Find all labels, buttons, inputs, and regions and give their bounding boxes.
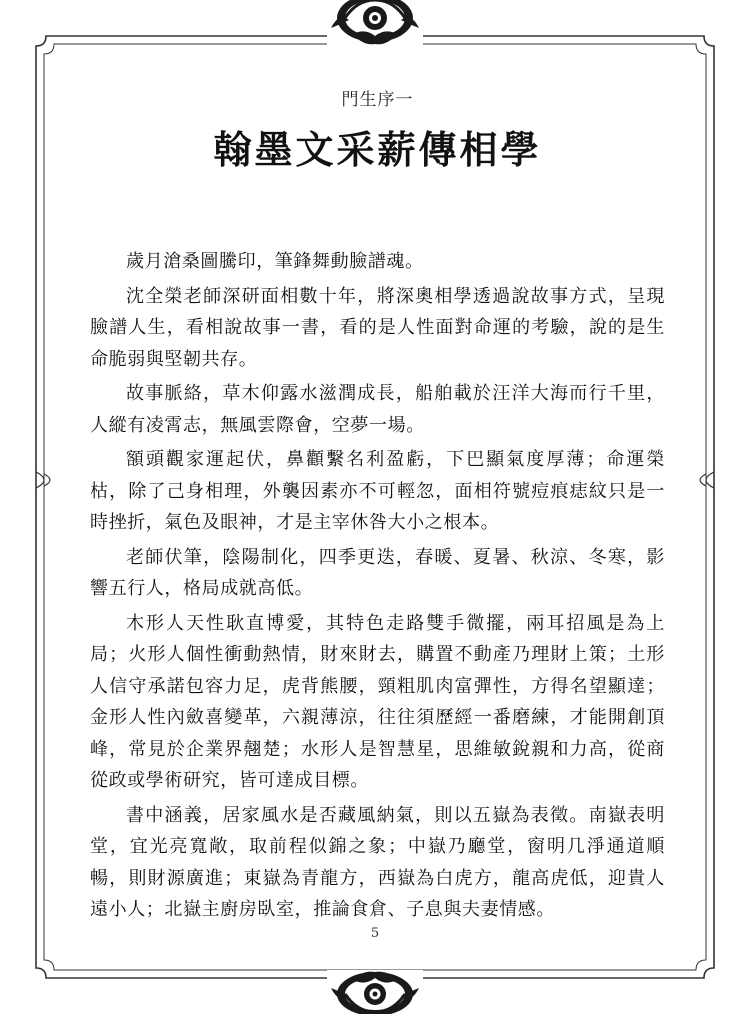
- bottom-floral-medallion-icon: [327, 970, 423, 1014]
- paragraph-6: 木形人天性耿直博愛，其特色走路雙手微擺，兩耳招風是為上局；火形人個性衝動熱情，財來財去，購置不動產乃理財上策；土形人信守承諾包容力足，虎背熊腰，頸粗肌肉富彈性，方得名望顯達；金形人性內斂喜變革，六親薄涼，往往須歷經一番磨練，才能開創頂峰，常見於企業界翹楚；水形人是智慧星，思維敏銳親和力高，從商從政或學術研究，皆可達成目標。: [90, 612, 665, 791]
- paragraph-1: 歲月滄桑圖騰印，筆鋒舞動臉譜魂。: [126, 251, 424, 272]
- top-floral-medallion-icon: [327, 0, 423, 46]
- page-number: 5: [370, 926, 380, 941]
- body-text: [90, 246, 665, 926]
- paragraph-3: 故事脈絡，草木仰露水滋潤成長，船舶載於汪洋大海而行千里，人縱有凌霄志，無風雲際會，空夢一場。: [90, 383, 665, 436]
- paragraph-4: 額頭觀家運起伏，鼻顴繫名利盈虧，下巴顯氣度厚薄；命運榮枯，除了己身相理，外襲因素亦不可輕忽，面相符號痘痕痣紋只是一時挫折，氣色及眼神，才是主宰休咎大小之根本。: [90, 449, 665, 533]
- paragraph-7: 書中涵義，居家風水是否藏風納氣，則以五嶽為表徵。南嶽表明堂，宜光亮寬敞，取前程似錦之象；中嶽乃廳堂，窗明几淨通道順暢，則財源廣進；東嶽為青龍方，西嶽為白虎方，龍高虎低，迎貴人遠小人；北嶽主廚房臥室，推論食倉、子息與夫妻情感。: [90, 804, 665, 920]
- paragraph-5: 老師伏筆，陰陽制化，四季更迭，春暖、夏暑、秋涼、冬寒，影響五行人，格局成就高低。: [90, 546, 665, 599]
- paragraph-2: 沈全榮老師深研面相數十年，將深奧相學透過說故事方式，呈現臉譜人生，看相說故事一書，看的是人性面對命運的考驗，說的是生命脆弱與堅韌共存。: [90, 285, 665, 370]
- section-label: 門生序一: [341, 90, 414, 110]
- left-side-notch: [36, 472, 50, 488]
- page-title: 翰墨文采薪傳相學: [213, 127, 542, 172]
- right-side-notch: [700, 472, 714, 488]
- page-content: [90, 88, 665, 929]
